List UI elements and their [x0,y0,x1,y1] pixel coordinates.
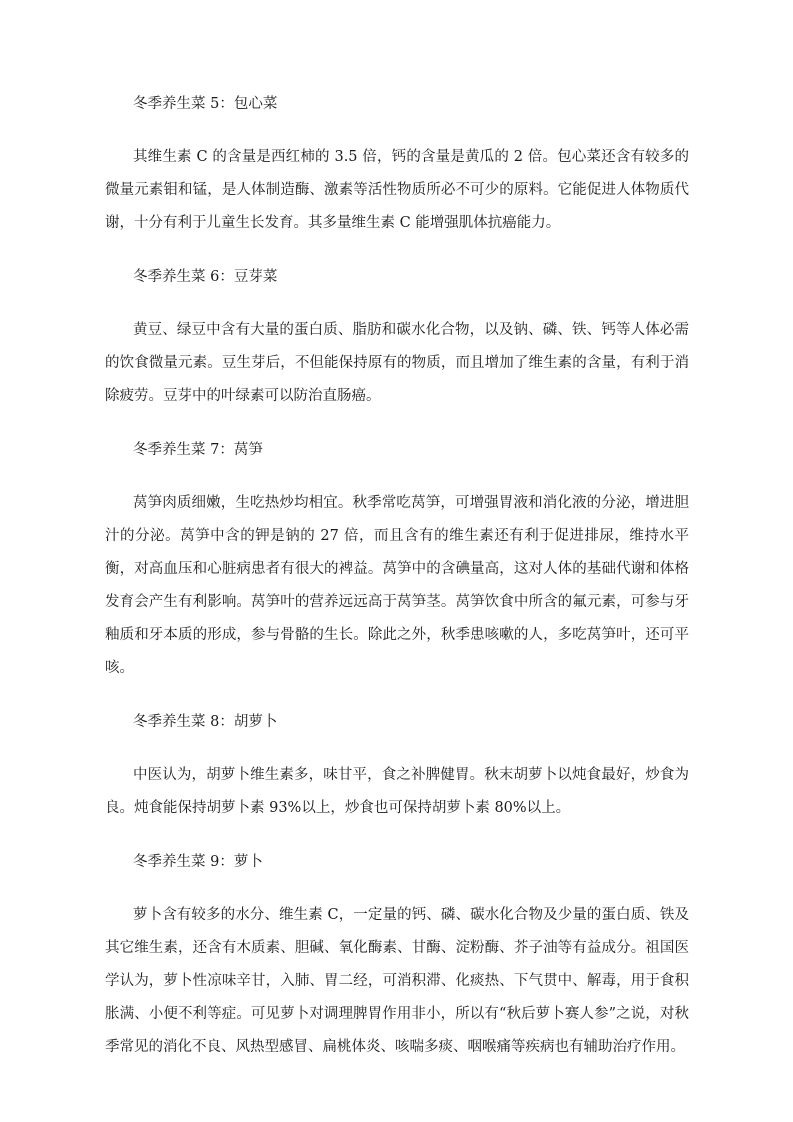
section-heading: 冬季养生菜 9：萝卜 [133,854,263,870]
section-radish [105,846,689,1064]
section-paragraph: 萝卜含有较多的水分、维生素 C，一定量的钙、磷、碳水化合物及少量的蛋白质、铁及其它维生素，还含有木质素、胆碱、氧化酶素、甘酶、淀粉酶、芥子油等有益成分。祖国医学认为，萝卜性凉味辛甘，入肺、胃二经，可消积滞、化痰热、下气贯中、解毒，用于食积胀满、小便不利等症。可见萝卜对调理脾胃作用非小，所以有“秋后萝卜赛人参”之说，对秋季常见的消化不良、风热型感冒、扁桃体炎、咳喘多痰、咽喉痛等疾病也有辅助治疗作用。 [105,907,689,1055]
section-cabbage [105,88,689,240]
section-lettuce-stem [105,434,689,685]
section-paragraph: 其维生素 C 的含量是西红柿的 3.5 倍，钙的含量是黄瓜的 2 倍。包心菜还含有较多的微量元素钼和锰，是人体制造酶、激素等活性物质所必不可少的原料。它能促进人体物质代谢，十分有利于儿童生长发育。其多量维生素 C 能增强肌体抗癌能力。 [105,149,689,231]
section-paragraph: 莴笋肉质细嫩，生吃热炒均相宜。秋季常吃莴笋，可增强胃液和消化液的分泌，增进胆汁的分泌。莴笋中含的钾是钠的 27 倍，而且含有的维生素还有利于促进排尿，维持水平衡，对高血压和心脏病患者有很大的裨益。莴笋中的含碘量高，这对人体的基础代谢和体格发育会产生有利影响。莴笋叶的营养远远高于莴笋茎。莴笋饮食中所含的氟元素，可参与牙釉质和牙本质的形成，参与骨骼的生长。除此之外，秋季患咳嗽的人，多吃莴笋叶，还可平咳。 [105,495,689,676]
section-heading: 冬季养生菜 6：豆芽菜 [133,269,278,285]
section-bean-sprouts [105,261,689,413]
section-paragraph: 中医认为，胡萝卜维生素多，味甘平，食之补脾健胃。秋末胡萝卜以炖食最好，炒食为良。炖食能保持胡萝卜素 93%以上，炒食也可保持胡萝卜素 80%以上。 [105,767,689,816]
section-heading: 冬季养生菜 5：包心菜 [133,96,278,112]
section-heading: 冬季养生菜 7：莴笋 [133,442,263,458]
section-paragraph: 黄豆、绿豆中含有大量的蛋白质、脂肪和碳水化合物，以及钠、磷、铁、钙等人体必需的饮食微量元素。豆生芽后，不但能保持原有的物质，而且增加了维生素的含量，有利于消除疲劳。豆芽中的叶绿素可以防治直肠癌。 [105,322,689,404]
section-heading: 冬季养生菜 8：胡萝卜 [133,714,278,730]
section-carrot [105,706,689,825]
